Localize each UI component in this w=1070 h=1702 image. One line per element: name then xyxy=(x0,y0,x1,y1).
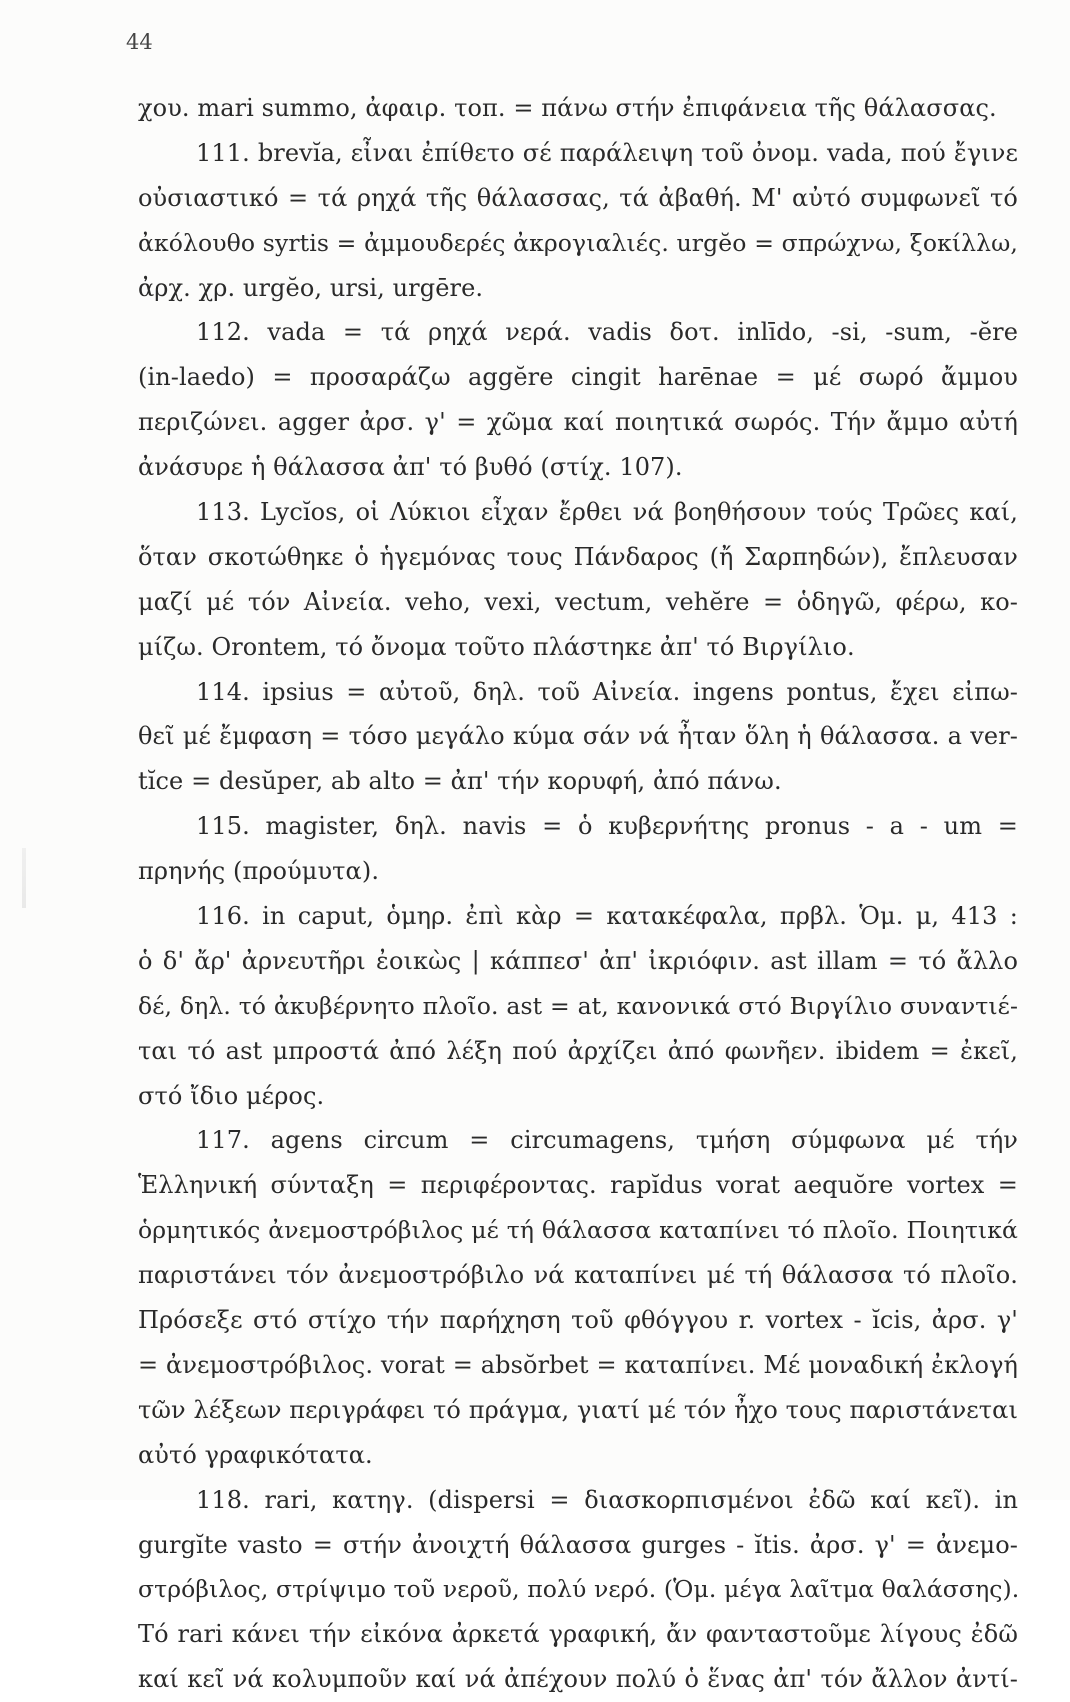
text-line: ται τό ast μπροστά ἀπό λέξη πού ἀρχίζει ἀπό φωνῆεν. ibidem = ἐκεῖ, xyxy=(138,1036,1018,1065)
text-line: gurgĭte vasto = στήν ἀνοιχτή θάλασσα gurges - ĭtis. ἀρσ. γ' = ἀνεμο- xyxy=(138,1530,1018,1559)
text-line: οὐσιαστικό = τά ρηχά τῆς θάλασσας, τά ἀβαθή. Μ' αὐτό συμφωνεῖ τό xyxy=(138,183,1018,212)
text-line: μαζί μέ τόν Αἰνεία. veho, vexi, vectum, vehĕre = ὁδηγῶ, φέρω, κο- xyxy=(138,587,1018,616)
text-line: 116. in caput, ὁμηρ. ἐπὶ κὰρ = κατακέφαλα, πρβλ. Ὁμ. μ, 413 : xyxy=(196,902,1018,931)
text-line: 118. rari, κατηγ. (dispersi = διασκορπισμένοι ἐδῶ καί κεῖ). in xyxy=(196,1485,1018,1514)
text-line: αὐτό γραφικότατα. xyxy=(138,1440,373,1469)
text-line: ὁ δ' ἄρ' ἀρνευτῆρι ἐοικὼς | κάππεσ' ἀπ' ἰκριόφιν. ast illam = τό ἄλλο xyxy=(138,946,1018,975)
text-line: 112. vada = τά ρηχά νερά. vadis δοτ. inlīdo, -si, -sum, -ĕre xyxy=(196,318,1018,347)
text-line: 114. ipsius = αὐτοῦ, δηλ. τοῦ Αἰνεία. ingens pontus, ἔχει εἰπω- xyxy=(196,677,1018,706)
text-line: στό ἴδιο μέρος. xyxy=(138,1081,325,1110)
page-number: 44 xyxy=(126,30,153,54)
text-line: 111. brevĭa, εἶναι ἐπίθετο σέ παράλειψη τοῦ ὀνομ. vada, πού ἔγινε xyxy=(196,138,1018,167)
margin-scan-artifact xyxy=(22,848,26,908)
text-line: 117. agens circum = circumagens, τμήση σύμφωνα μέ τήν xyxy=(196,1126,1018,1155)
text-line: περιζώνει. agger ἀρσ. γ' = χῶμα καί ποιητικά σωρός. Τήν ἄμμο αὐτή xyxy=(138,408,1018,437)
text-line: Τό rari κάνει τήν εἰκόνα ἀρκετά γραφική, ἄν φανταστοῦμε λίγους ἐδῶ xyxy=(138,1620,1018,1649)
text-line: μίζω. Orontem, τό ὄνομα τοῦτο πλάστηκε ἀπ' τό Βιργίλιο. xyxy=(138,632,855,661)
text-line: χου. mari summo, ἀφαιρ. τοπ. = πάνω στήν ἐπιφάνεια τῆς θάλασσας. xyxy=(138,94,997,122)
text-line: ἀκόλουθο syrtis = ἀμμουδερές ἀκρογιαλιές. urgĕo = σπρώχνω, ξοκίλλω, xyxy=(138,228,1018,257)
text-line: ὁρμητικός ἀνεμοστρόβιλος μέ τή θάλασσα καταπίνει τό πλοῖο. Ποιητικά xyxy=(138,1216,1018,1245)
text-line: πρηνής (προύμυτα). xyxy=(138,857,380,886)
text-line: καί κεῖ νά κολυμποῦν καί νά ἀπέχουν πολύ ὁ ἕνας ἀπ' τόν ἄλλον ἀντί- xyxy=(138,1665,1018,1694)
text-line: Πρόσεξε στό στίχο τήν παρήχηση τοῦ φθόγγου r. vortex - ĭcis, ἀρσ. γ' xyxy=(138,1306,1018,1335)
text-line: τῶν λέξεων περιγράφει τό πράγμα, γιατί μέ τόν ἦχο τους παριστάνεται xyxy=(138,1395,1018,1424)
text-line: στρόβιλος, στρίψιμο τοῦ νεροῦ, πολύ νερό. (Ὁμ. μέγα λαῖτμα θαλάσσης). xyxy=(138,1575,1020,1604)
text-line: Ἑλληνική σύνταξη = περιφέροντας. rapĭdus vorat aequŏre vortex = xyxy=(138,1171,1018,1200)
text-line: ἀρχ. χρ. urgĕo, ursi, urgēre. xyxy=(138,273,484,302)
text-line: παριστάνει τόν ἀνεμοστρόβιλο νά καταπίνει μέ τή θάλασσα τό πλοῖο. xyxy=(138,1261,1018,1290)
text-line: (in-laedo) = προσαράζω aggĕre cingit harēnae = μέ σωρό ἄμμου xyxy=(138,363,1018,392)
text-line: = ἀνεμοστρόβιλος. vorat = absŏrbet = καταπίνει. Μέ μοναδική ἐκλογή xyxy=(138,1350,1018,1379)
text-line: ὅταν σκοτώθηκε ὁ ἡγεμόνας τους Πάνδαρος (ἤ Σαρπηδών), ἔπλευσαν xyxy=(138,542,1018,571)
text-line: tĭce = desŭper, ab alto = ἀπ' τήν κορυφή, ἀπό πάνω. xyxy=(138,767,782,796)
text-line: θεῖ μέ ἔμφαση = τόσο μεγάλο κύμα σάν νά ἦταν ὅλη ἡ θάλασσα. a ver- xyxy=(138,722,1018,751)
text-line: δέ, δηλ. τό ἀκυβέρνητο πλοῖο. ast = at, κανονικά στό Βιργίλιο συναντιέ- xyxy=(138,991,1018,1020)
commentary-text xyxy=(138,86,1018,1702)
text-line: ἀνάσυρε ἡ θάλασσα ἀπ' τό βυθό (στίχ. 107). xyxy=(138,453,683,482)
text-line: 115. magister, δηλ. navis = ὁ κυβερνήτης pronus - a - um = xyxy=(196,812,1018,841)
text-line: 113. Lycĭos, οἱ Λύκιοι εἶχαν ἔρθει νά βοηθήσουν τούς Τρῶες καί, xyxy=(196,498,1018,527)
